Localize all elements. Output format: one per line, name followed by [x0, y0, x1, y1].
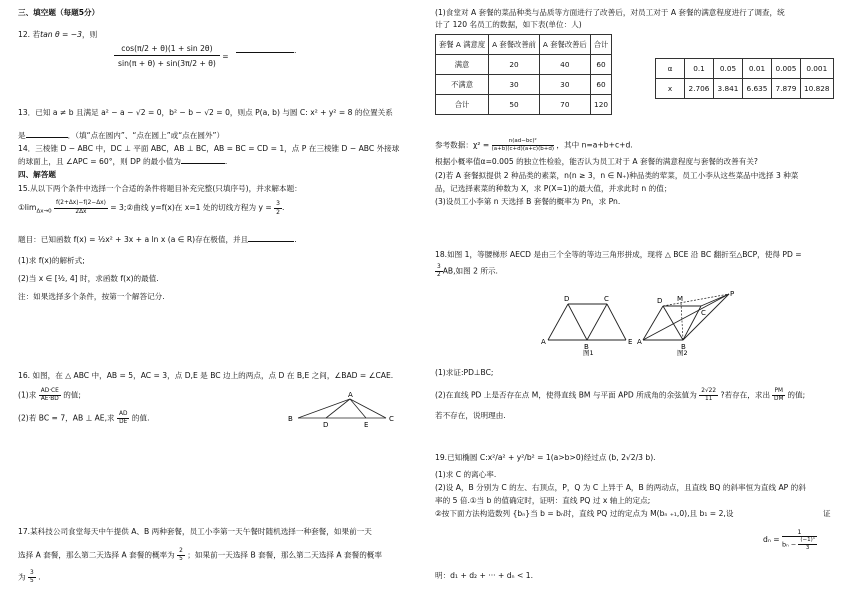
section-fill-in-title: 三、填空题（每题5分）: [18, 8, 100, 17]
table-row: 不满意 30 30 60: [436, 75, 612, 95]
q18-figure1-trapezoid: [540, 290, 635, 356]
q14-answer-blank[interactable]: [181, 163, 225, 164]
fig1-label-c: C: [604, 295, 609, 303]
q13-line2: 是 ．（填“点在圆内”、“点在圆上”或“点在圆外”）: [18, 131, 225, 140]
satisfaction-table: [435, 34, 612, 115]
fig16-label-c: C: [389, 415, 394, 423]
q14-line1: 14．三棱锥 D − ABC 中，DC ⊥ 平面 ABC，AB ⊥ BC，AB = BC = CD = 1，点 P 在三棱锥 D − ABC 外接球: [18, 144, 400, 153]
fig2-label-p: P: [730, 290, 735, 298]
fig1-label-d: D: [564, 295, 570, 303]
q19-part2-line3: ②按下面方法构造数列 {bₙ}当 b = bₙ时，直线 PQ 过的定点为 M(bₙ ₊₁,0),且 b₁ = 2,设: [435, 509, 734, 518]
q16-stem: 16. 如图，在 △ ABC 中，AB = 5，AC = 3，点 D,E 是 BC 边上的两点，点 D 在 B,E 之间，∠BAD = ∠CAE.: [18, 371, 394, 380]
q16-triangle-figure: [286, 391, 406, 429]
q14-line2: 的球面上，且 ∠APC = 60°，则 DP 的最小值为 .: [18, 157, 228, 166]
reference-formula: 参考数据：χ² = $\frac{\text{n(ad−bc)²}}{(a+b)(c+d)(a+c)(b+d)}$ ，其中 n=a+b+c+d.: [435, 138, 633, 152]
q19-dn-formula: dₙ = 1 bₙ − $\frac{\text{(−1)ⁿ}}{3}$: [763, 528, 815, 551]
table-header-row: [436, 35, 612, 55]
section-answer-title: 四、解答题: [18, 170, 56, 179]
table-row: 合计 50 70 120: [436, 95, 612, 115]
q16-part1: (1)求 $\frac{AD\cdot CE}{AE\cdot BD}$ 的值;: [18, 388, 81, 403]
q17-part2-line1: (2)若 A 套餐拟提供 2 种品类的素菜，n(n ≥ 3，n ∈ N₊)种品类的荤菜，员工小李从这些菜品中选择 3 种菜: [435, 171, 799, 180]
q17-line2: 选择 A 套餐，那么第二天选择 A 套餐的概率为 $\frac{2}{5}$ ；如果前一天选择 B 套餐，那么第二天选择 A 套餐的概率: [18, 548, 382, 563]
q17-part2-line2: 品，记选择素菜的种数为 X，求 P(X=1)的最大值，并求此时 n 的值；: [435, 184, 672, 193]
table-row: α 0.1 0.05 0.01 0.005 0.001: [656, 59, 834, 79]
table-header-cell: 合计: [590, 35, 612, 55]
q18-line2: $\frac{3}{2}$ AB,如图 2 所示.: [437, 264, 498, 279]
table-row: x 2.706 3.841 6.635 7.879 10.828: [656, 79, 834, 99]
q19-part2-line1: (2)设 A，B 分别为 C 的左、右顶点，P，Q 为 C 上异于 A，B 的两动点，且直线 BQ 的斜率恒为直线 AP 的斜: [435, 483, 806, 492]
fig2-label-c: C: [701, 309, 706, 317]
fig2-label-m: M: [677, 295, 684, 303]
q19-part2-line2: 率的 5 倍.①当 b 的值确定时，证明：直线 PQ 过 x 轴上的定点;: [435, 496, 651, 505]
critical-value-table: [655, 58, 834, 99]
q17-part1-question: 根据小概率值α=0.005 的独立性检验，能否认为员工对于 A 套餐的满意程度与套餐的改善有关?: [435, 157, 758, 166]
q19-proof-target: 明：d₁ + d₂ + ··· + dₙ < 1.: [435, 571, 534, 580]
q18-line1: 18.如图 1，等腰梯形 AECD 是由三个全等的等边三角形拼成，现将 △ BCE 沿 BC 翻折至△BCP，使得 PD =: [435, 250, 802, 259]
q15-answer-blank[interactable]: [248, 241, 294, 242]
fig16-label-e: E: [364, 421, 369, 429]
q18-part1: (1)求证:PD⊥BC;: [435, 368, 494, 377]
q13-answer-blank[interactable]: [26, 137, 68, 138]
q17-line1: 17.某科技公司食堂每天中午提供 A、B 两种套餐，员工小李第一天午餐时随机选择一种套餐，如果前一天: [18, 527, 372, 536]
fig2-label-b: B: [681, 343, 686, 351]
q12-condition: tan θ = −3: [40, 30, 82, 39]
q17-part1-line2: 计了 120 名员工的数据，如下表(单位：人): [435, 20, 582, 29]
fig16-label-b: B: [288, 415, 293, 423]
fig16-label-d: D: [323, 421, 329, 429]
q17-part3: (3)设员工小李第 n 天选择 B 套餐的概率为 Pn，求 Pn.: [435, 197, 621, 206]
fig1-label-a: A: [541, 338, 546, 346]
fig2-label-d: D: [657, 297, 663, 305]
q17-part1-line1: (1)食堂对 A 套餐的菜品种类与品质等方面进行了改善后，对员工对于 A 套餐的满意程度进行了调查，统: [435, 8, 785, 17]
q19-zheng: 证: [823, 509, 831, 518]
table-header-cell: A 套餐改善后: [539, 35, 590, 55]
q15-note: 注：如果选择多个条件，按第一个解答记分.: [18, 292, 165, 301]
fig2-caption: 图2: [677, 349, 688, 356]
q12-expression: $\frac{\cos(\pi/2 + \theta)(1 + \sin 2\theta)}{\sin(\pi + \theta) + \sin(3\pi/2 + \theta)}$ =: [114, 42, 229, 72]
table-header-cell: 套餐 A 满意度: [436, 35, 489, 55]
q15-problem: 题目：已知函数 f(x) = ½x² + 3x + a ln x (a ∈ R)存在极值，并且 .: [18, 235, 297, 244]
q12-fraction: $\frac{\cos(\pi/2 + \theta)(1 + \sin 2\theta)}{\sin(\pi + \theta) + \sin(3\pi/2 + \theta)}$: [114, 42, 220, 72]
q19-part1: (1)求 C 的离心率.: [435, 470, 497, 479]
q13-line1: 13．已知 a ≠ b 且满足 a² − a − √2 = 0，b² − b − √2 = 0，则点 P(a, b) 与圆 C: x² + y² = 8 的位置关系: [18, 108, 393, 117]
table-row: 满意 20 40 60: [436, 55, 612, 75]
q15-conditions: $①\lim_{\Delta x\to 0}$ $\frac{f(2+\Delta x)-f(2-\Delta x)}{2\Delta x}$ = 3;②曲线 y=f(x)在 x=1 处的切线方程为 y = $\frac{3}{2}$ .: [18, 200, 285, 216]
q17-line3: 为 $\frac{3}{5}$ .: [18, 570, 41, 585]
q15-part1: (1)求 f(x)的解析式;: [18, 256, 85, 265]
q18-figure2-folded: [637, 288, 737, 356]
q12-answer-blank[interactable]: .: [236, 46, 296, 55]
q16-part2: (2)若 BC = 7，AB ⊥ AE,求 $\frac{AD}{DE}$ 的值.: [18, 411, 150, 426]
q19-stem: 19.已知椭圆 C:x²/a² + y²/b² = 1(a>b>0)经过点 (b, 2√2/3 b).: [435, 453, 656, 462]
fig1-label-e: E: [628, 338, 633, 346]
q12-lead: 12. 若tan θ = −3，则: [18, 30, 98, 39]
table-header-cell: A 套餐改善前: [489, 35, 540, 55]
q18-part2: (2)在直线 PD 上是否存在点 M，使得直线 BM 与平面 APD 所成角的余弦值为 $\frac{2√22}{11}$ ?若存在，求出 $\frac{PM}{DM}$ 的值;: [435, 388, 806, 403]
q15-part2: (2)当 x ∈ [½, 4] 时，求函数 f(x)的最值.: [18, 274, 159, 283]
q15-intro: 15.从以下两个条件中选择一个合适的条件将题目补充完整(只填序号)，并求解本题：: [18, 184, 302, 193]
fig1-caption: 图1: [583, 349, 594, 356]
fig16-label-a: A: [348, 391, 353, 399]
fig1-label-b: B: [584, 343, 589, 351]
fig2-label-a: A: [637, 338, 642, 346]
q18-part2-tail: 若不存在，说明理由.: [435, 411, 506, 420]
